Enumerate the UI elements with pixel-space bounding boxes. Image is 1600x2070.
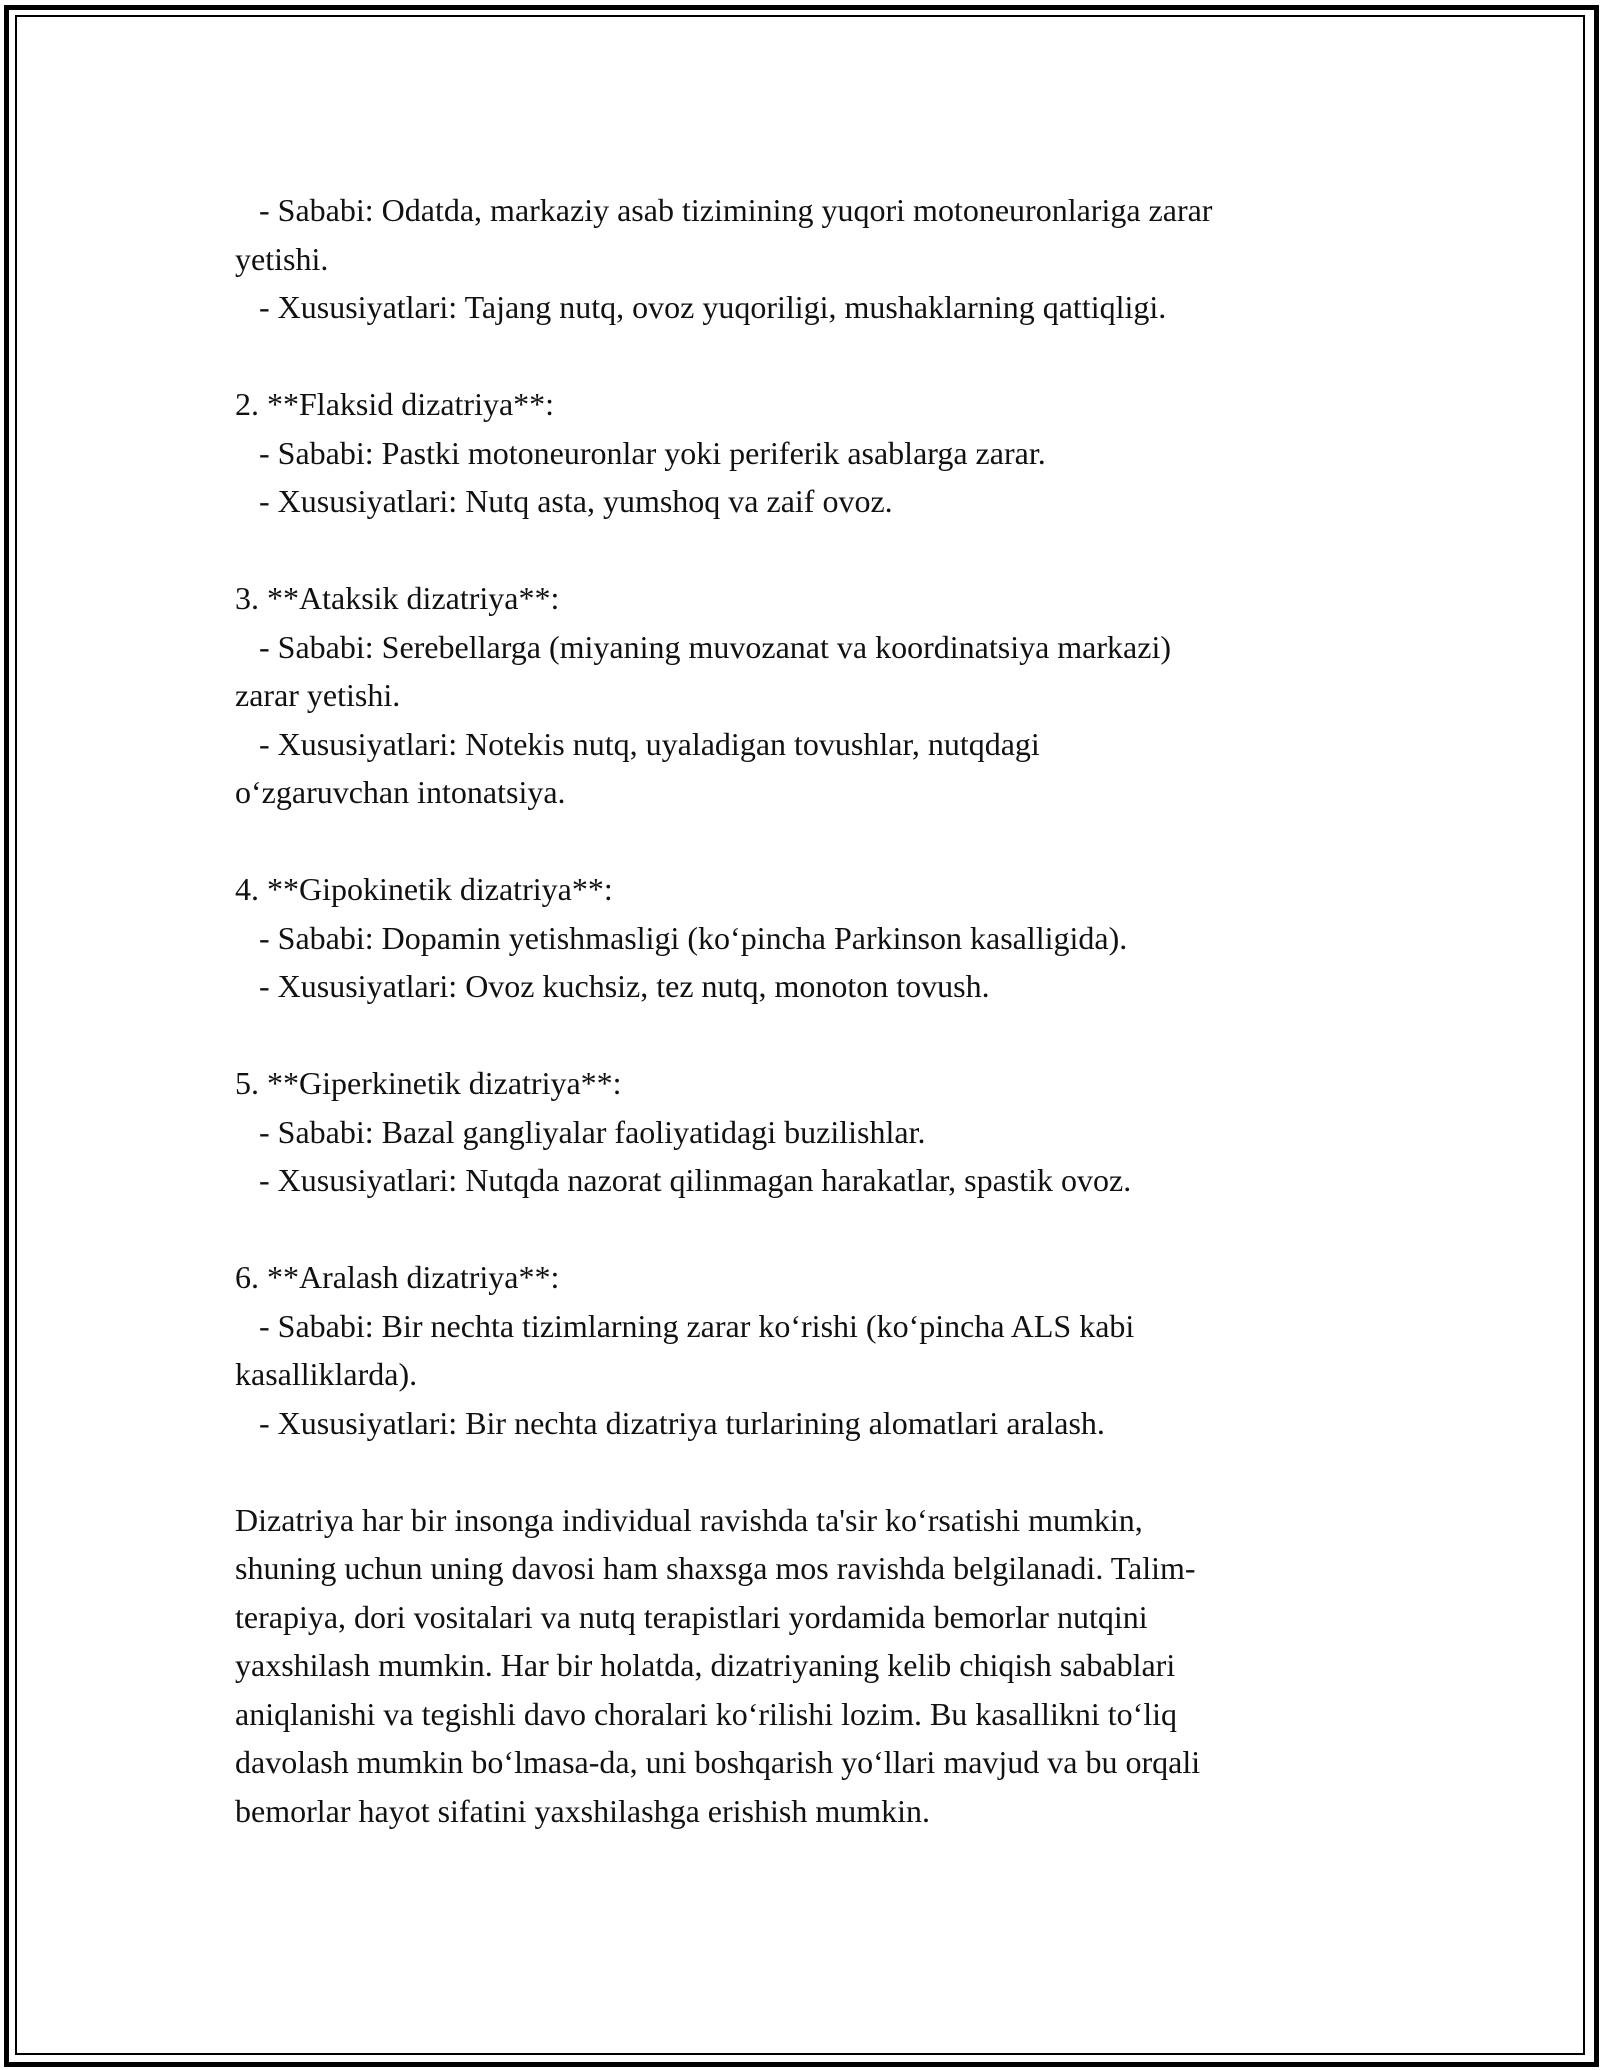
- text-line: - Xususiyatlari: Nutqda nazorat qilinmagan harakatlar, spastik ovoz.: [235, 1162, 1132, 1198]
- text-line: yaxshilash mumkin. Har bir holatda, dizatriyaning kelib chiqish sabablari: [235, 1647, 1176, 1683]
- text-line: - Xususiyatlari: Notekis nutq, uyaladigan tovushlar, nutqdagi: [235, 725, 1040, 762]
- list-item-heading: 5. **Giperkinetik dizatriya**:: [235, 1065, 622, 1101]
- text-line: Dizatriya har bir insonga individual ravishda ta'sir ko‘rsatishi mumkin,: [235, 1501, 1143, 1538]
- paragraph-gap: [235, 332, 1365, 381]
- text-line: yetishi.: [235, 240, 329, 277]
- text-line: - Sababi: Odatda, markaziy asab tizimining yuqori motoneuronlariga zarar: [235, 192, 1213, 228]
- list-item-heading: 6. **Aralash dizatriya**:: [235, 1259, 560, 1295]
- text-line: terapiya, dori vositalari va nutq terapistlari yordamida bemorlar nutqini: [235, 1598, 1148, 1635]
- paragraph-gap: [235, 526, 1365, 575]
- text-line: - Sababi: Bazal gangliyalar faoliyatidagi buzilishlar.: [235, 1113, 926, 1150]
- text-line: bemorlar hayot sifatini yaxshilashga erishish mumkin.: [235, 1792, 930, 1829]
- text-line: - Xususiyatlari: Bir nechta dizatriya turlarining alomatlari aralash.: [235, 1404, 1105, 1441]
- text-line: - Sababi: Bir nechta tizimlarning zarar ko‘rishi (ko‘pincha ALS kabi: [235, 1307, 1135, 1344]
- paragraph-gap: [235, 1011, 1365, 1060]
- list-item-heading: 3. **Ataksik dizatriya**:: [235, 580, 560, 616]
- paragraph-gap: [235, 1447, 1365, 1496]
- text-line: o‘zgaruvchan intonatsiya.: [235, 774, 566, 810]
- text-line: - Sababi: Dopamin yetishmasligi (ko‘pincha Parkinson kasalligida).: [235, 919, 1128, 956]
- text-line: shuning uchun uning davosi ham shaxsga mos ravishda belgilanadi. Talim-: [235, 1550, 1196, 1586]
- text-line: - Xususiyatlari: Tajang nutq, ovoz yuqoriligi, mushaklarning qattiqligi.: [235, 289, 1167, 325]
- list-item-heading: 2. **Flaksid dizatriya**:: [235, 386, 555, 422]
- paragraph-gap: [235, 817, 1365, 866]
- text-line: aniqlanishi va tegishli davo choralari ko‘rilishi lozim. Bu kasallikni to‘liq: [235, 1695, 1178, 1732]
- list-item-heading: 4. **Gipokinetik dizatriya**:: [235, 871, 613, 907]
- document-body: [235, 186, 1365, 1835]
- text-line: - Xususiyatlari: Ovoz kuchsiz, tez nutq, monoton tovush.: [235, 968, 990, 1004]
- text-line: - Xususiyatlari: Nutq asta, yumshoq va zaif ovoz.: [235, 483, 893, 519]
- text-line: kasalliklarda).: [235, 1356, 418, 1392]
- text-line: - Sababi: Pastki motoneuronlar yoki periferik asablarga zarar.: [235, 434, 1046, 471]
- text-line: zarar yetishi.: [235, 677, 401, 713]
- text-line: davolash mumkin bo‘lmasa-da, uni boshqarish yo‘llari mavjud va bu orqali: [235, 1744, 1201, 1780]
- text-line: - Sababi: Serebellarga (miyaning muvozanat va koordinatsiya markazi): [235, 628, 1171, 665]
- paragraph-gap: [235, 1205, 1365, 1254]
